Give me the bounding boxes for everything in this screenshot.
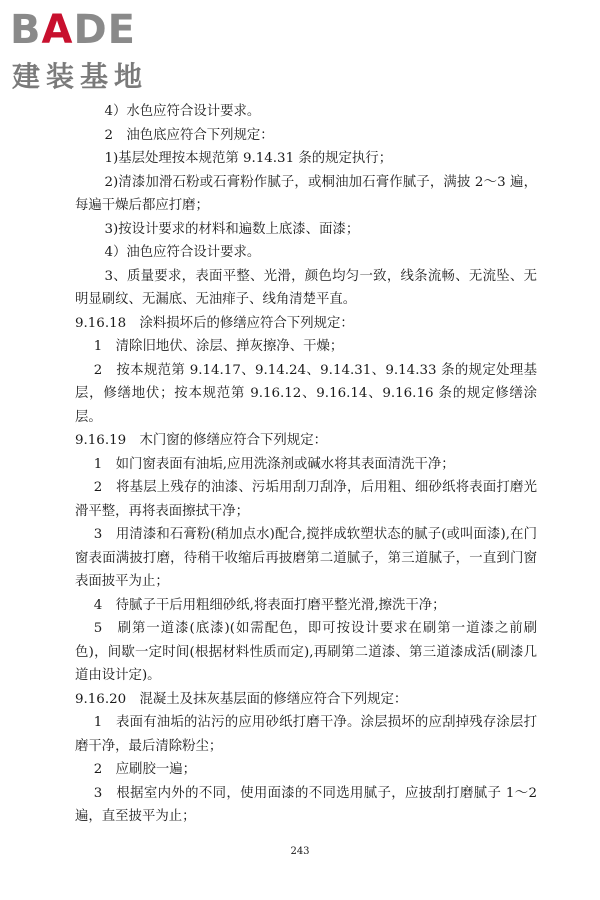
paragraph: 5 刷第一道漆(底漆)(如需配色，即可按设计要求在刷第一道漆之前刷色)，间歇一定时间(根据材料性质而定),再刷第二道漆、第三道漆成活(刷漆几道由设计定)。	[75, 621, 537, 683]
paragraph: 2 应刷胶一遍；	[93, 762, 197, 777]
logo-letter-b: B	[10, 7, 42, 53]
logo-wordmark	[10, 6, 136, 54]
paragraph: 1 表面有油垢的沾污的应用砂纸打磨干净。涂层损坏的应刮掉残存涂层打磨干净，最后清除粉尘；	[75, 715, 537, 754]
paragraph: 4）水色应符合设计要求。	[104, 104, 261, 119]
paragraph: 2 将基层上残存的油漆、污垢用刮刀刮净，后用粗、细砂纸将表面打磨光滑平整，再将表面擦拭干净；	[75, 480, 537, 519]
logo-letters-de: DE	[73, 7, 136, 53]
paragraph: 4 待腻子干后用粗细砂纸,将表面打磨平整光滑,擦洗干净；	[93, 597, 446, 613]
paragraph: 9.16.20 混凝土及抹灰基层面的修缮应符合下列规定：	[75, 691, 408, 707]
bade-logo	[10, 6, 180, 100]
paragraph: 3、质量要求，表面平整、光滑，颜色均匀一致，线条流畅、无流坠、无明显刷纹、无漏底、无油痱子、线角清楚平直。	[75, 268, 537, 307]
logo-subtitle: 建装基地	[12, 60, 149, 93]
logo-letter-a: A	[41, 7, 74, 53]
paragraph: 3 用清漆和石膏粉(稍加点水)配合,搅拌成软塑状态的腻子(或叫面漆),在门窗表面满披打磨，待稍干收缩后再披磨第二道腻子，第三道腻子，一直到门窗表面披平为止；	[75, 527, 537, 589]
paragraph: 3 根据室内外的不同，使用面漆的不同选用腻子，应披刮打磨腻子 1～2 遍，直至披平为止；	[75, 785, 537, 824]
paragraph: 2)清漆加滑石粉或石膏粉作腻子，或桐油加石膏作腻子，满披 2～3 遍，每遍干燥后都应打磨；	[75, 174, 537, 213]
page-number: 243	[290, 846, 310, 857]
document-body	[75, 100, 537, 829]
paragraph: 3)按设计要求的材料和遍数上底漆、面漆；	[104, 221, 360, 237]
paragraph: 1 清除旧地伏、涂层、掸灰擦净、干燥；	[93, 339, 344, 354]
paragraph: 9.16.19 木门窗的修缮应符合下列规定：	[75, 433, 327, 448]
paragraph: 4）油色应符合设计要求。	[104, 245, 261, 260]
paragraph: 9.16.18 涂料损坏后的修缮应符合下列规定：	[75, 315, 354, 331]
paragraph: 1)基层处理按本规范第 9.14.31 条的规定执行；	[104, 151, 393, 166]
paragraph: 1 如门窗表面有油垢,应用洗涤剂或碱水将其表面清洗干净；	[93, 456, 455, 472]
paragraph: 2 油色底应符合下列规定：	[104, 127, 274, 143]
paragraph: 2 按本规范第 9.14.17、9.14.24、9.14.31、9.14.33 条的规定处理基层，修缮地伏；按本规范第 9.16.12、9.16.14、9.16.16 条的规定修缮涂层。	[75, 362, 537, 425]
